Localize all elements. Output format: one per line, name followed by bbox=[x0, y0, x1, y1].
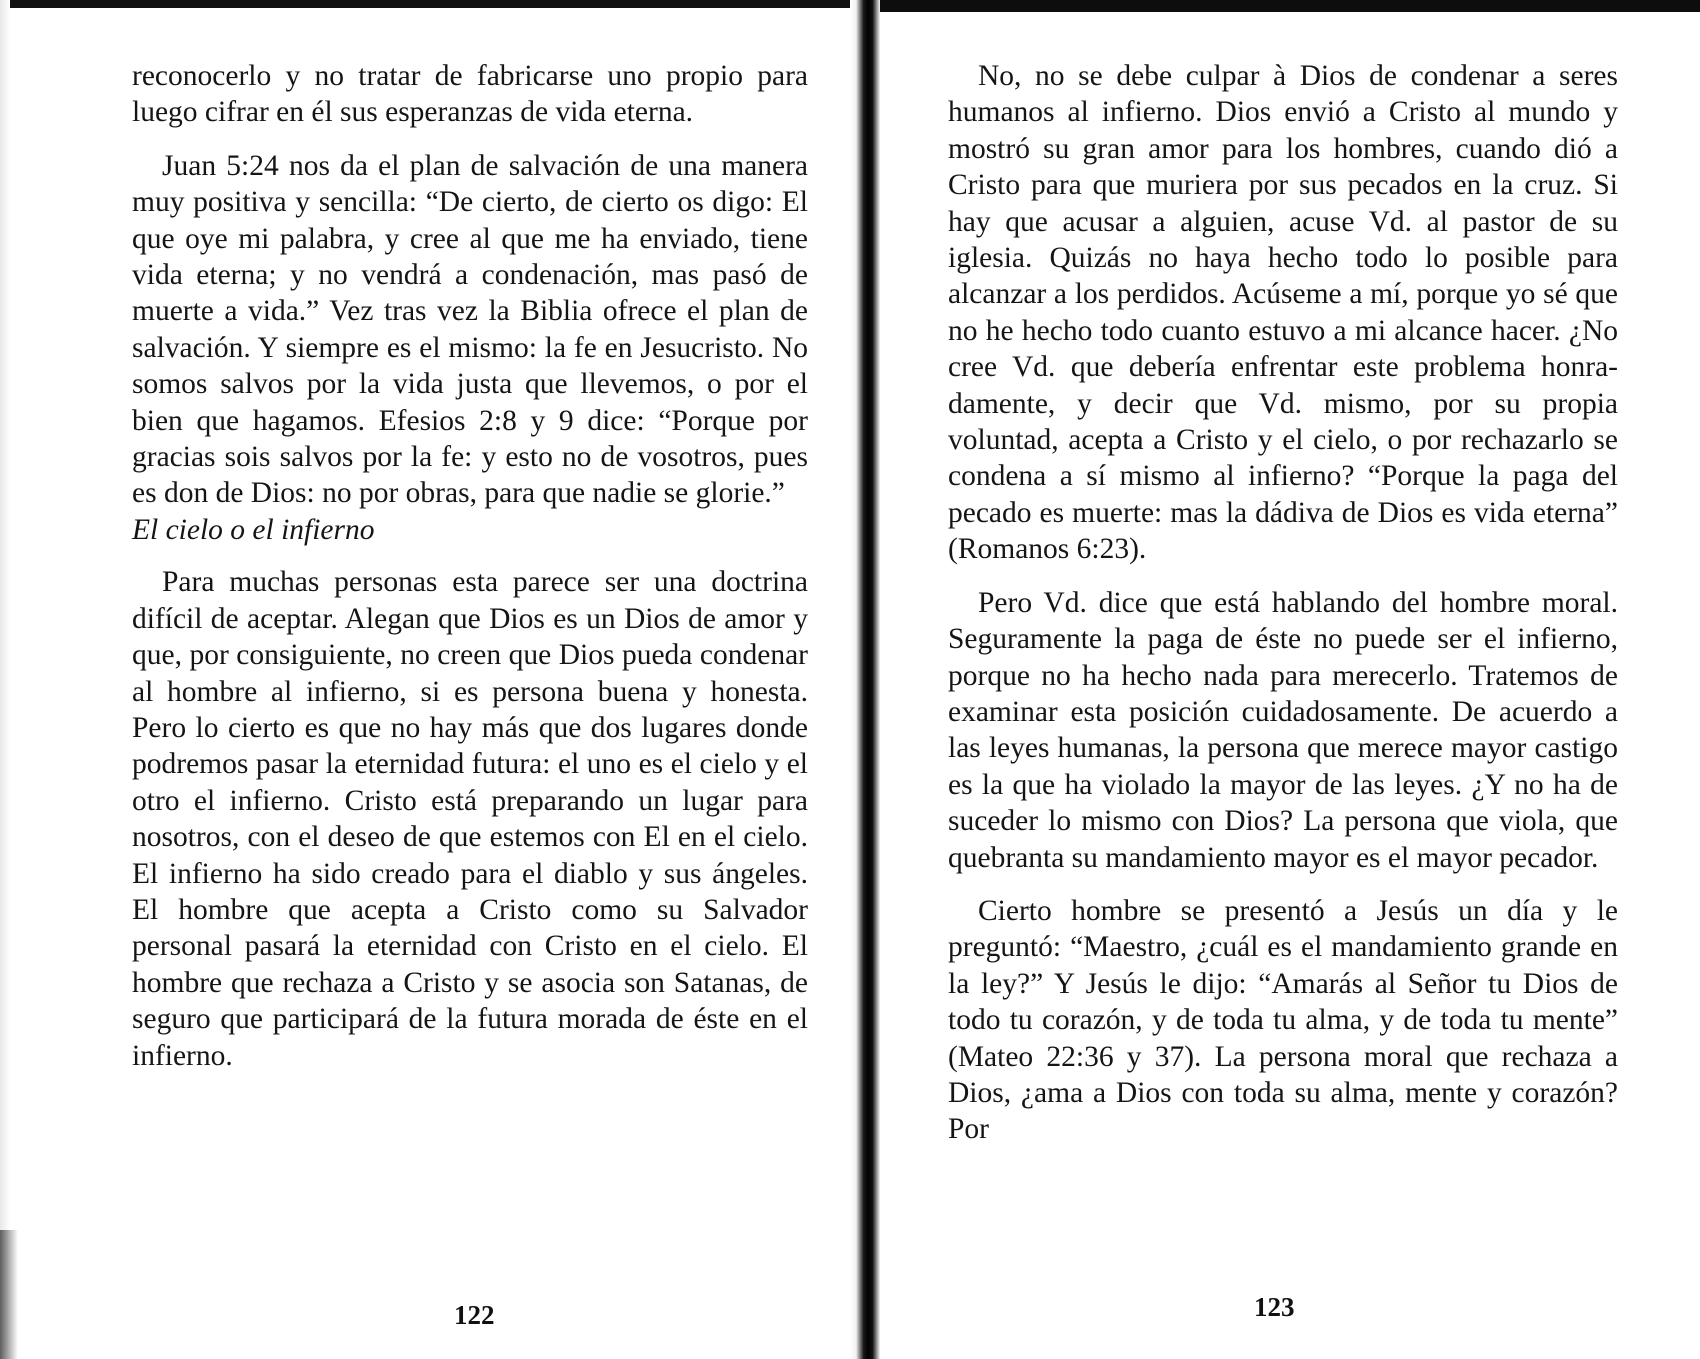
top-page-edge-right bbox=[878, 0, 1700, 12]
right-paragraph-1: No, no se debe culpar à Dios de condenar a seres humanos al infierno. Dios envió a Cristo al mundo y mostró su gran amor para los hombres, cuando dió a Cristo para que muriera por sus pecados en la cruz. Si hay que acusar a alguien, acuse Vd. al pastor de su iglesia. Quizás no haya hecho todo lo posible para alcanzar a los perdidos. Acúseme a mí, porque yo sé que no he hecho todo cuanto estuvo a mi alcance hacer. ¿No cree Vd. que debería enfrentar este problema honradamente, y decir que Vd. mismo, por su propia voluntad, acepta a Cristo y el cielo, o por rechazarlo se condena a sí mismo al infierno? “Porque la paga del pecado es muerte: mas la dádiva de Dios es vida eterna” (Romanos 6:23). bbox=[948, 60, 1618, 566]
right-page-number: 123 bbox=[1254, 1292, 1295, 1322]
right-paragraph-3: Cierto hombre se presentó a Jesús un día y le preguntó: “Maestro, ¿cuál es el mandamiento grande en la ley?” Y Jesús le dijo: “Amarás al Señor tu Dios de todo tu corazón, y de toda tu alma, y de toda tu mente” (Mateo 22:36 y 37). La persona moral que rechaza a Dios, ¿ama a Dios con toda su alma, mente y corazón? Por bbox=[948, 894, 1618, 1146]
left-page bbox=[132, 58, 808, 1074]
right-paragraph-2: Pero Vd. dice que está hablando del hombre moral. Seguramente la paga de éste no puede ser el infierno, porque no ha hecho nada para merecerlo. Tratemos de examinar esta posición cuidadosamente. De acuerdo a las leyes humanas, la persona que merece mayor castigo es la que ha violado la mayor de las leyes. ¿Y no ha de suceder lo mismo con Dios? La persona que viola, que quebranta su mandamiento mayor es el mayor pecador. bbox=[948, 586, 1618, 874]
left-paragraph-1: reconocerlo y no tratar de fabricarse uno propio para luego cifrar en él sus esperanzas de vida eterna. bbox=[132, 60, 808, 129]
left-page-number: 122 bbox=[454, 1300, 495, 1330]
left-paragraph-3: Para muchas personas esta parece ser una doctrina difícil de aceptar. Alegan que Dios es un Dios de amor y que, por consiguiente, no creen que Dios pueda condenar al hombre al infierno, si es persona buena y honesta. Pero lo cierto es que no hay más que dos lugares donde podremos pasar la eternidad futura: el uno es el cielo y el otro el infierno. Cristo está preparando un lugar para nosotros, con el deseo de que estemos con El en el cielo. El infierno ha sido creado para el diablo y sus ángeles. El hombre que acepta a Cristo como su Salvador personal pasará la eternidad con Cristo en el cielo. El hombre que rechaza a Cristo y se asocia son Satanas, de seguro que participará de la futura morada de éste en el infierno. bbox=[132, 566, 808, 1072]
right-page bbox=[948, 58, 1618, 1148]
book-gutter bbox=[850, 0, 880, 1359]
left-page-edge-shadow bbox=[0, 1230, 18, 1359]
left-paragraph-2: Juan 5:24 nos da el plan de salvación de una manera muy positiva y sencilla: “De cierto, de cierto os digo: El que oye mi palabra, y cree al que me ha enviado, tiene vida eterna; y no vendrá a condenación, mas pasó de muerte a vida.” Vez tras vez la Biblia ofrece el plan de salvación. Y siempre es el mismo: la fe en Jesucristo. No somos salvos por la vida justa que llevemos, o por el bien que hagamos. Efesios 2:8 y 9 dice: “Porque por gracias sois salvos por la fe: y esto no de vosotros, pues es don de Dios: no por obras, para que nadie se glorie.” bbox=[132, 149, 808, 510]
left-page-edge bbox=[0, 0, 10, 1359]
section-heading: El cielo o el infierno bbox=[132, 513, 375, 546]
